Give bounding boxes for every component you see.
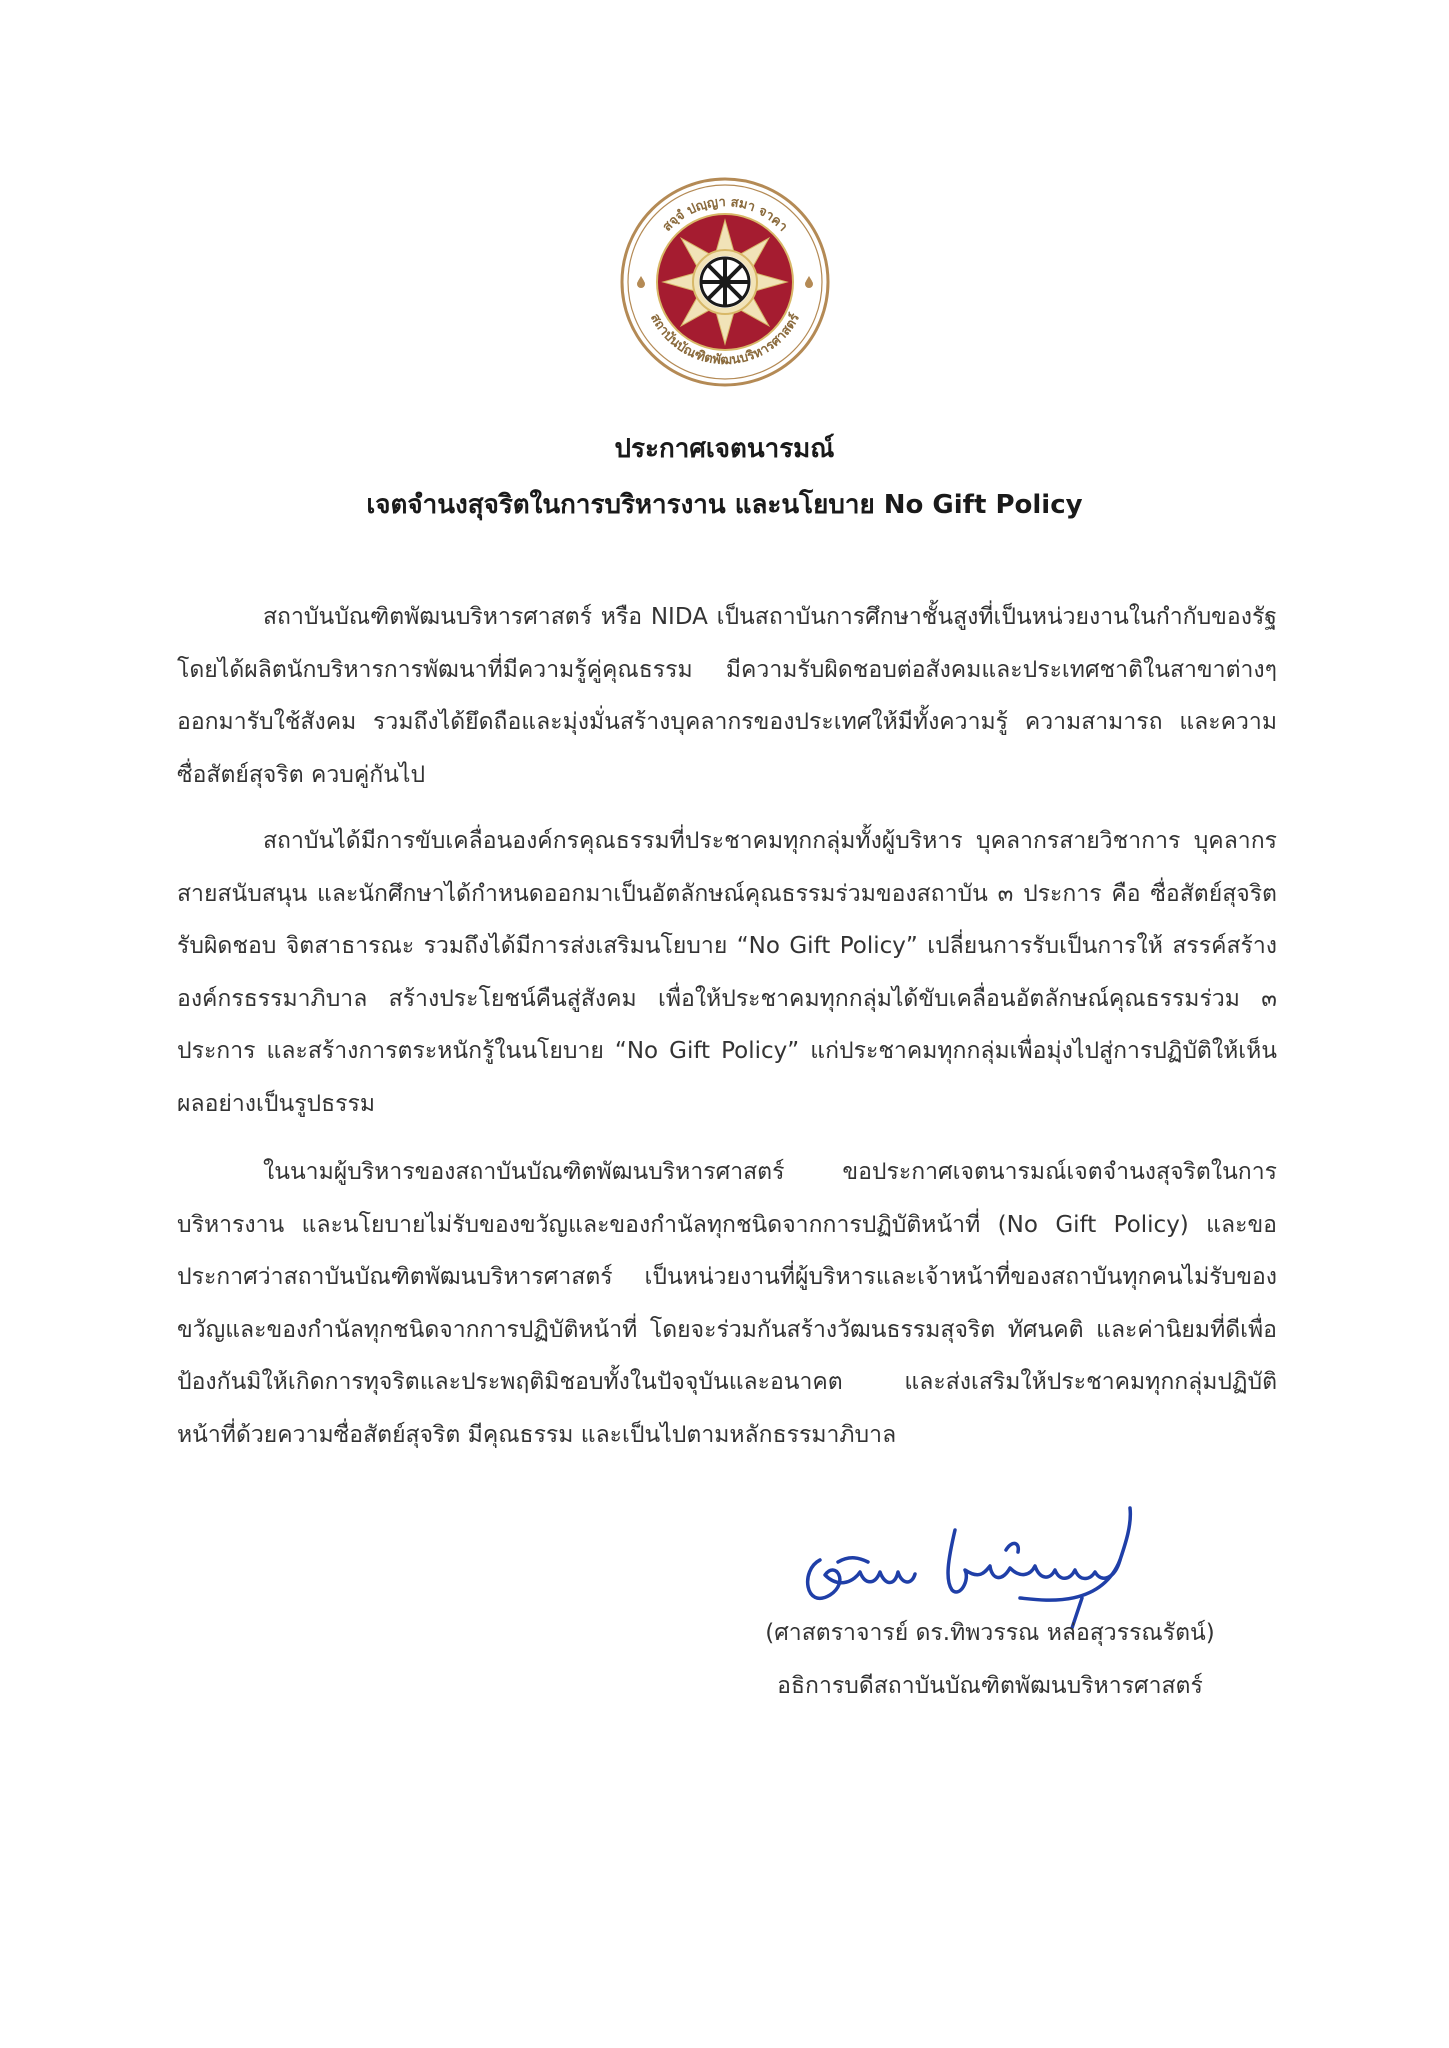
signer-position: อธิการบดีสถาบันบัณฑิตพัฒนบริหารศาสตร์	[777, 1673, 1203, 1699]
handwritten-signature	[780, 1500, 1180, 1630]
body-paragraph-1	[177, 591, 1277, 801]
body-paragraph-3	[177, 1146, 1277, 1461]
nida-seal-logo	[619, 176, 831, 388]
body-paragraph-2	[177, 815, 1277, 1130]
document-title: ประกาศเจตนารมณ์	[614, 434, 835, 464]
document-subtitle: เจตจำนงสุจริตในการบริหารงาน และนโยบาย No Gift Policy	[366, 490, 1083, 520]
paragraph-text: สถาบันบัณฑิตพัฒนบริหารศาสตร์ หรือ NIDA เป็นสถาบันการศึกษาชั้นสูงที่เป็นหน่วยงานในกำกับของรัฐ โดยได้ผลิตนักบริหารการพัฒนาที่มีความรู้คู่คุณธรรม มีความรับผิดชอบต่อสังคมและประเทศชาติในสาขาต่างๆ ออกมารับใช้สังคม รวมถึงได้ยึดถือและมุ่งมั่นสร้างบุคลากรของประเทศให้มีทั้งความรู้ ความสามารถ และความซื่อสัตย์สุจริต ควบคู่กันไป	[177, 604, 1277, 788]
seal-institution-name: สถาบันบัณฑิตพัฒนบริหารศาสตร์	[646, 311, 804, 369]
signer-name: (ศาสตราจารย์ ดร.ทิพวรรณ หล่อสุวรรณรัตน์)	[765, 1620, 1215, 1646]
seal-motto: สจฺจํ ปญฺญา สมา จาคา	[659, 194, 791, 235]
paragraph-text: ในนามผู้บริหารของสถาบันบัณฑิตพัฒนบริหารศาสตร์ ขอประกาศเจตนารมณ์เจตจำนงสุจริตในการบริหารงาน และนโยบายไม่รับของขวัญและของกำนัลทุกชนิดจากการปฏิบัติหน้าที่ (No Gift Policy) และขอประกาศว่าสถาบันบัณฑิตพัฒนบริหารศาสตร์ เป็นหน่วยงานที่ผู้บริหารและเจ้าหน้าที่ของสถาบันทุกคนไม่รับของขวัญและของกำนัลทุกชนิดจากการปฏิบัติหน้าที่ โดยจะร่วมกันสร้างวัฒนธรรมสุจริต ทัศนคติ และค่านิยมที่ดีเพื่อป้องกันมิให้เกิดการทุจริตและประพฤติมิชอบทั้งในปัจจุบันและอนาคต และส่งเสริมให้ประชาคมทุกกลุ่มปฏิบัติหน้าที่ด้วยความซื่อสัตย์สุจริต มีคุณธรรม และเป็นไปตามหลักธรรมาภิบาล	[177, 1159, 1277, 1448]
paragraph-text: สถาบันได้มีการขับเคลื่อนองค์กรคุณธรรมที่ประชาคมทุกกลุ่มทั้งผู้บริหาร บุคลากรสายวิชาการ บุคลากรสายสนับสนุน และนักศึกษาได้กำหนดออกมาเป็นอัตลักษณ์คุณธรรมร่วมของสถาบัน ๓ ประการ คือ ซื่อสัตย์สุจริต รับผิดชอบ จิตสาธารณะ รวมถึงได้มีการส่งเสริมนโยบาย “No Gift Policy” เปลี่ยนการรับเป็นการให้ สรรค์สร้างองค์กรธรรมาภิบาล สร้างประโยชน์คืนสู่สังคม เพื่อให้ประชาคมทุกกลุ่มได้ขับเคลื่อนอัตลักษณ์คุณธรรมร่วม ๓ ประการ และสร้างการตระหนักรู้ในนโยบาย “No Gift Policy” แก่ประชาคมทุกกลุ่มเพื่อมุ่งไปสู่การปฏิบัติให้เห็นผลอย่างเป็นรูปธรรม	[177, 828, 1277, 1117]
